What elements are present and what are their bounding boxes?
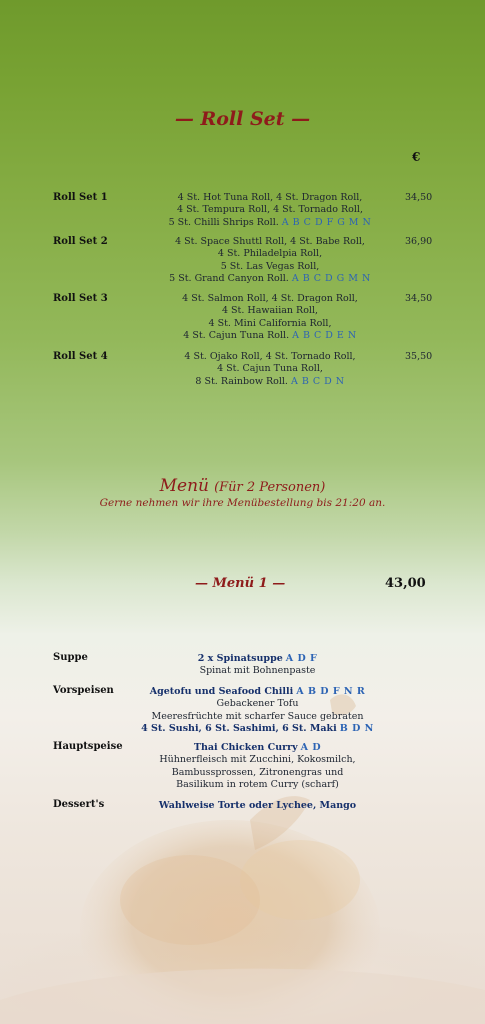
roll-set-item-text: 5 St. Las Vegas Roll,: [220, 260, 320, 272]
roll-set-line: [135, 217, 405, 229]
roll-set-line: [135, 293, 405, 305]
roll-set-contents: [135, 192, 405, 229]
roll-set-item-text: 4 St. Cajun Tuna Roll.: [183, 329, 293, 341]
course-detail-line: Basilikum in rotem Curry (scharf): [176, 778, 339, 790]
course-detail-line: Bambussprossen, Zitronengras und: [171, 766, 344, 778]
roll-set-label: Roll Set 4: [53, 351, 108, 362]
roll-set-item-text: 4 St. Mini California Roll,: [208, 317, 332, 329]
allergen-codes: A B C D F G M N: [281, 216, 372, 228]
menu-title: Menü: [159, 476, 209, 496]
course-dish-name: Wahlweise Torte oder Lychee, Mango: [158, 800, 357, 811]
menu-subtitle: Gerne nehmen wir ihre Menübestellung bis 21:20 an.: [99, 497, 386, 509]
roll-set-item-text: 4 St. Space Shuttl Roll, 4 St. Babe Roll,: [175, 236, 365, 247]
course-dish-name: 2 x Spinatsuppe: [197, 653, 283, 664]
menu-title-note: (Für 2 Personen): [214, 480, 326, 495]
roll-set-contents: [135, 351, 405, 388]
allergen-codes: A D F: [285, 653, 318, 664]
course-extra-dish: 4 St. Sushi, 6 St. Sashimi, 6 St. Maki: [141, 722, 337, 734]
roll-set-price: 34,50: [405, 293, 433, 304]
menu1-title: — Menü 1 —: [195, 576, 286, 591]
roll-set-line: [135, 248, 405, 260]
roll-set-contents: [135, 236, 405, 285]
roll-set-item-text: 4 St. Hawaiian Roll,: [221, 305, 319, 317]
course-description: [125, 800, 390, 812]
allergen-codes: A D: [300, 742, 322, 753]
roll-set-label: Roll Set 2: [53, 236, 108, 247]
allergen-codes: A B C D G M N: [291, 272, 371, 284]
allergen-codes: A B D F N R: [296, 686, 366, 697]
roll-set-line: [135, 192, 405, 204]
course-dish-name: Agetofu und Seafood Chilli: [149, 686, 294, 697]
roll-set-line: [135, 236, 405, 248]
roll-set-item-text: 4 St. Salmon Roll, 4 St. Dragon Roll,: [182, 293, 358, 304]
menu1-price: 43,00: [385, 576, 426, 591]
roll-set-item-text: 4 St. Ojako Roll, 4 St. Tornado Roll,: [184, 351, 356, 362]
roll-set-line: [135, 273, 405, 285]
roll-set-item-text: 4 St. Tempura Roll, 4 St. Tornado Roll,: [177, 204, 363, 216]
course-dish-line: [125, 800, 390, 812]
roll-set-label: Roll Set 3: [53, 293, 108, 304]
menu-heading: [0, 476, 485, 496]
roll-set-item-text: 5 St. Grand Canyon Roll.: [169, 272, 292, 284]
currency-symbol: €: [412, 150, 421, 164]
course-label: Suppe: [53, 652, 88, 663]
allergen-codes: B D N: [339, 722, 374, 734]
roll-set-item-text: 5 St. Chilli Shrips Roll.: [168, 216, 282, 228]
course-detail-line: Spinat mit Bohnenpaste: [199, 665, 316, 677]
roll-set-line: [135, 204, 405, 216]
roll-set-label: Roll Set 1: [53, 192, 108, 203]
roll-set-line: [135, 330, 405, 342]
course-label: Dessert's: [53, 799, 105, 810]
roll-set-item-text: 4 St. Philadelpia Roll,: [217, 248, 323, 260]
course-label: Hauptspeise: [53, 741, 123, 752]
roll-set-price: 34,50: [405, 192, 433, 203]
roll-set-item-text: 4 St. Cajun Tuna Roll,: [217, 363, 323, 375]
roll-set-price: 36,90: [405, 236, 433, 247]
course-detail-line: Hühnerfleisch mit Zucchini, Kokosmilch,: [159, 754, 356, 766]
roll-set-title: — Roll Set —: [174, 108, 311, 130]
course-dish-line: [125, 742, 390, 754]
course-label: Vorspeisen: [53, 685, 114, 696]
roll-set-line: [135, 318, 405, 330]
course-description: [125, 742, 390, 791]
roll-set-contents: [135, 293, 405, 342]
roll-set-item-text: 4 St. Hot Tuna Roll, 4 St. Dragon Roll,: [177, 192, 363, 203]
course-description: [125, 686, 390, 735]
roll-set-line: [135, 363, 405, 375]
course-dish-line: [125, 653, 390, 665]
roll-set-line: [135, 261, 405, 273]
roll-set-line: [135, 305, 405, 317]
roll-set-line: [135, 376, 405, 388]
roll-set-item-text: 8 St. Rainbow Roll.: [195, 375, 291, 387]
course-dish-name: Thai Chicken Curry: [193, 742, 298, 753]
course-detail-line: Gebackener Tofu: [216, 698, 299, 710]
course-extra-line: [125, 723, 390, 735]
allergen-codes: A B C D N: [290, 375, 345, 387]
allergen-codes: A B C D E N: [292, 329, 357, 341]
roll-set-price: 35,50: [405, 351, 433, 362]
course-description: [125, 653, 390, 678]
course-detail-line: Meeresfrüchte mit scharfer Sauce gebraten: [151, 710, 364, 722]
roll-set-line: [135, 351, 405, 363]
course-dish-line: [125, 686, 390, 698]
